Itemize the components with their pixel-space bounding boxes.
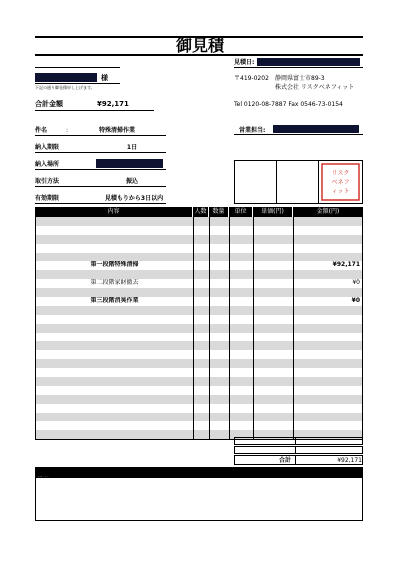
row-people [193, 404, 209, 413]
field-value-validity: 見積もりから3日以内 [104, 195, 164, 202]
company-name: 株式会社 リスクベネフィット [275, 84, 355, 91]
row-unit [229, 244, 253, 253]
row-unit [229, 270, 253, 279]
table-row [35, 226, 363, 235]
row-people [193, 368, 209, 377]
row-quantity [209, 368, 229, 377]
field-label-validity: 有効期限 [35, 195, 60, 202]
summary-label [235, 447, 296, 453]
row-people [193, 253, 209, 262]
row-desc [35, 226, 193, 235]
summary-row [234, 446, 363, 454]
location-redacted [96, 159, 163, 168]
table-row [35, 217, 363, 226]
field-value-deadline: 1日 [126, 144, 138, 151]
row-amount [293, 359, 363, 368]
row-unit [229, 413, 253, 422]
row-quantity [209, 413, 229, 422]
row-desc [35, 430, 193, 439]
field-label-payment: 取引方法 [35, 178, 60, 185]
row-unit-price [253, 217, 293, 226]
sales-label: 営業担当: [239, 127, 266, 134]
row-people [193, 359, 209, 368]
row-quantity [209, 261, 229, 270]
stamp-box-left [234, 160, 277, 204]
quote-date-underline [234, 67, 363, 68]
row-desc [35, 253, 193, 262]
row-desc: 第一段階特殊清掃 [35, 261, 193, 270]
row-desc [35, 413, 193, 422]
row-people [193, 270, 209, 279]
row-quantity [209, 430, 229, 439]
field-underline [35, 152, 166, 153]
row-desc [35, 235, 193, 244]
row-quantity [209, 377, 229, 386]
field-label-location: 納入場所 [35, 161, 60, 168]
row-people [193, 226, 209, 235]
row-unit [229, 261, 253, 270]
row-unit-price [253, 333, 293, 342]
row-desc [35, 217, 193, 226]
total-value: ¥92,171 [97, 100, 129, 108]
row-unit-price [253, 413, 293, 422]
field-label-subject: 件名 [35, 127, 48, 134]
row-unit [229, 324, 253, 333]
row-people [193, 395, 209, 404]
page-title: 御見積 [175, 36, 224, 55]
row-people [193, 413, 209, 422]
row-people [193, 217, 209, 226]
total-label: 合計金額 [35, 100, 63, 108]
row-unit-price [253, 359, 293, 368]
row-unit [229, 333, 253, 342]
summary-label [235, 438, 296, 444]
row-quantity [209, 226, 229, 235]
row-people [193, 288, 209, 297]
row-unit-price [253, 386, 293, 395]
row-people [193, 244, 209, 253]
row-people [193, 261, 209, 270]
table-row [35, 235, 363, 244]
row-people [193, 324, 209, 333]
row-amount: ¥0 [293, 297, 363, 306]
row-amount [293, 350, 363, 359]
remarks-label: 備考 [37, 477, 50, 484]
row-desc: 第三段階消臭作業 [35, 297, 193, 306]
row-quantity [209, 359, 229, 368]
row-people [193, 306, 209, 315]
quote-date-label: 見積日: [234, 59, 255, 66]
row-quantity [209, 288, 229, 297]
row-quantity [209, 253, 229, 262]
remarks-box[interactable] [35, 477, 363, 521]
row-unit [229, 288, 253, 297]
summary-row [234, 437, 363, 445]
stamp-box-right [318, 160, 363, 204]
company-address: 静岡県富士市89-3 [275, 75, 325, 82]
row-unit [229, 297, 253, 306]
row-amount [293, 333, 363, 342]
table-row [35, 306, 363, 315]
row-amount: ¥92,171 [293, 261, 363, 270]
items-table [35, 207, 363, 440]
row-quantity [209, 235, 229, 244]
row-unit-price [253, 350, 293, 359]
row-desc [35, 404, 193, 413]
summary-total-label: 合計 [235, 456, 296, 465]
summary-total-row [234, 455, 363, 465]
row-unit-price [253, 368, 293, 377]
row-unit [229, 404, 253, 413]
row-amount [293, 235, 363, 244]
row-desc [35, 333, 193, 342]
row-unit-price [253, 288, 293, 297]
row-amount [293, 368, 363, 377]
table-row [35, 315, 363, 324]
row-amount [293, 324, 363, 333]
row-unit-price [253, 235, 293, 244]
row-unit [229, 386, 253, 395]
row-amount [293, 377, 363, 386]
field-underline [35, 203, 166, 204]
row-quantity [209, 350, 229, 359]
row-people [193, 350, 209, 359]
honorific: 様 [101, 74, 108, 82]
row-desc [35, 377, 193, 386]
row-desc [35, 386, 193, 395]
items-table-header [35, 207, 363, 217]
row-unit-price [253, 341, 293, 350]
row-people [193, 386, 209, 395]
row-unit-price [253, 226, 293, 235]
summary-value [296, 438, 364, 444]
row-unit-price [253, 297, 293, 306]
row-desc [35, 359, 193, 368]
table-row [35, 377, 363, 386]
row-desc [35, 421, 193, 430]
row-desc [35, 341, 193, 350]
row-amount [293, 253, 363, 262]
client-underline [35, 83, 120, 84]
summary-value [296, 447, 364, 453]
header-unit: 単位 [229, 207, 253, 217]
row-quantity [209, 315, 229, 324]
row-desc: 第二段階家財撤去 [35, 279, 193, 288]
table-row [35, 341, 363, 350]
row-unit [229, 235, 253, 244]
row-unit [229, 377, 253, 386]
table-row [35, 253, 363, 262]
row-quantity [209, 386, 229, 395]
row-people [193, 430, 209, 439]
row-desc [35, 368, 193, 377]
row-unit [229, 306, 253, 315]
table-row [35, 404, 363, 413]
row-people [193, 297, 209, 306]
row-amount [293, 395, 363, 404]
sales-redacted [273, 125, 359, 133]
header-content: 内容 [35, 207, 193, 217]
row-quantity [209, 297, 229, 306]
field-underline [35, 186, 166, 187]
remarks-header [35, 467, 363, 484]
row-unit [229, 279, 253, 288]
svg-text:ベネフ: ベネフ [331, 179, 350, 186]
row-unit [229, 226, 253, 235]
svg-text:リスク: リスク [331, 170, 350, 177]
sales-underline [234, 134, 363, 135]
row-unit [229, 315, 253, 324]
row-amount [293, 315, 363, 324]
row-amount [293, 404, 363, 413]
row-amount [293, 217, 363, 226]
table-row [35, 350, 363, 359]
client-name-redacted [35, 73, 97, 82]
row-quantity [209, 244, 229, 253]
row-people [193, 421, 209, 430]
row-unit-price [253, 253, 293, 262]
row-desc [35, 350, 193, 359]
row-desc [35, 324, 193, 333]
row-people [193, 333, 209, 342]
row-quantity [209, 341, 229, 350]
row-unit-price [253, 261, 293, 270]
row-unit [229, 253, 253, 262]
row-amount [293, 270, 363, 279]
row-unit-price [253, 395, 293, 404]
table-row [35, 359, 363, 368]
row-unit-price [253, 404, 293, 413]
table-row [35, 297, 363, 306]
table-row [35, 413, 363, 422]
row-quantity [209, 421, 229, 430]
field-underline [35, 169, 166, 170]
table-row [35, 368, 363, 377]
row-amount [293, 306, 363, 315]
row-amount [293, 413, 363, 422]
table-row [35, 395, 363, 404]
field-label-deadline: 納入期限 [35, 144, 60, 151]
row-quantity [209, 404, 229, 413]
row-desc [35, 315, 193, 324]
row-quantity [209, 279, 229, 288]
row-amount [293, 226, 363, 235]
header-quantity: 数量 [209, 207, 229, 217]
items-table-body [35, 217, 363, 439]
row-amount [293, 244, 363, 253]
small-note: 下記の通り御見積申し上げます。 [35, 85, 95, 90]
svg-text:ィット: ィット [331, 188, 350, 195]
field-colon: : [66, 127, 69, 134]
field-value-payment: 振込 [125, 178, 138, 185]
table-row [35, 261, 363, 270]
row-unit-price [253, 279, 293, 288]
field-value-subject: 特殊清掃作業 [98, 127, 135, 134]
row-desc [35, 288, 193, 297]
row-people [193, 315, 209, 324]
table-row [35, 288, 363, 297]
row-unit [229, 341, 253, 350]
row-amount [293, 341, 363, 350]
row-unit-price [253, 324, 293, 333]
row-quantity [209, 217, 229, 226]
row-quantity [209, 324, 229, 333]
row-amount [293, 386, 363, 395]
row-amount [293, 288, 363, 297]
row-unit [229, 395, 253, 404]
title-bottom-rule [35, 54, 363, 56]
table-row [35, 279, 363, 288]
quote-date-redacted [257, 58, 360, 66]
row-people [193, 235, 209, 244]
header-people: 人数 [193, 207, 209, 217]
row-unit [229, 368, 253, 377]
row-people [193, 279, 209, 288]
row-unit-price [253, 377, 293, 386]
company-phone: Tel 0120-08-7887 Fax 0546-73-0154 [234, 101, 343, 108]
row-people [193, 377, 209, 386]
field-underline [35, 135, 166, 136]
table-row [35, 270, 363, 279]
row-quantity [209, 270, 229, 279]
table-row [35, 244, 363, 253]
row-unit-price [253, 315, 293, 324]
row-desc [35, 270, 193, 279]
summary-total-value: ¥92,171 [337, 457, 362, 464]
row-unit-price [253, 270, 293, 279]
row-amount: ¥0 [293, 279, 363, 288]
row-desc [35, 306, 193, 315]
row-unit [229, 217, 253, 226]
row-unit-price [253, 421, 293, 430]
table-row [35, 333, 363, 342]
row-unit-price [253, 306, 293, 315]
row-amount [293, 421, 363, 430]
row-quantity [209, 306, 229, 315]
header-unit-price: 単価(円) [253, 207, 293, 217]
company-seal-icon [319, 161, 362, 203]
row-quantity [209, 333, 229, 342]
row-desc [35, 244, 193, 253]
row-desc [35, 395, 193, 404]
top-left-rule [35, 67, 120, 68]
table-row [35, 324, 363, 333]
table-row [35, 421, 363, 430]
header-amount: 金額(円) [316, 208, 340, 215]
company-postal: 〒419-0202 [234, 75, 269, 82]
row-quantity [209, 395, 229, 404]
stamp-box-middle [276, 160, 319, 204]
row-people [193, 341, 209, 350]
table-row [35, 386, 363, 395]
row-unit [229, 359, 253, 368]
row-unit-price [253, 244, 293, 253]
row-unit [229, 350, 253, 359]
total-underline [35, 110, 154, 111]
row-unit [229, 421, 253, 430]
